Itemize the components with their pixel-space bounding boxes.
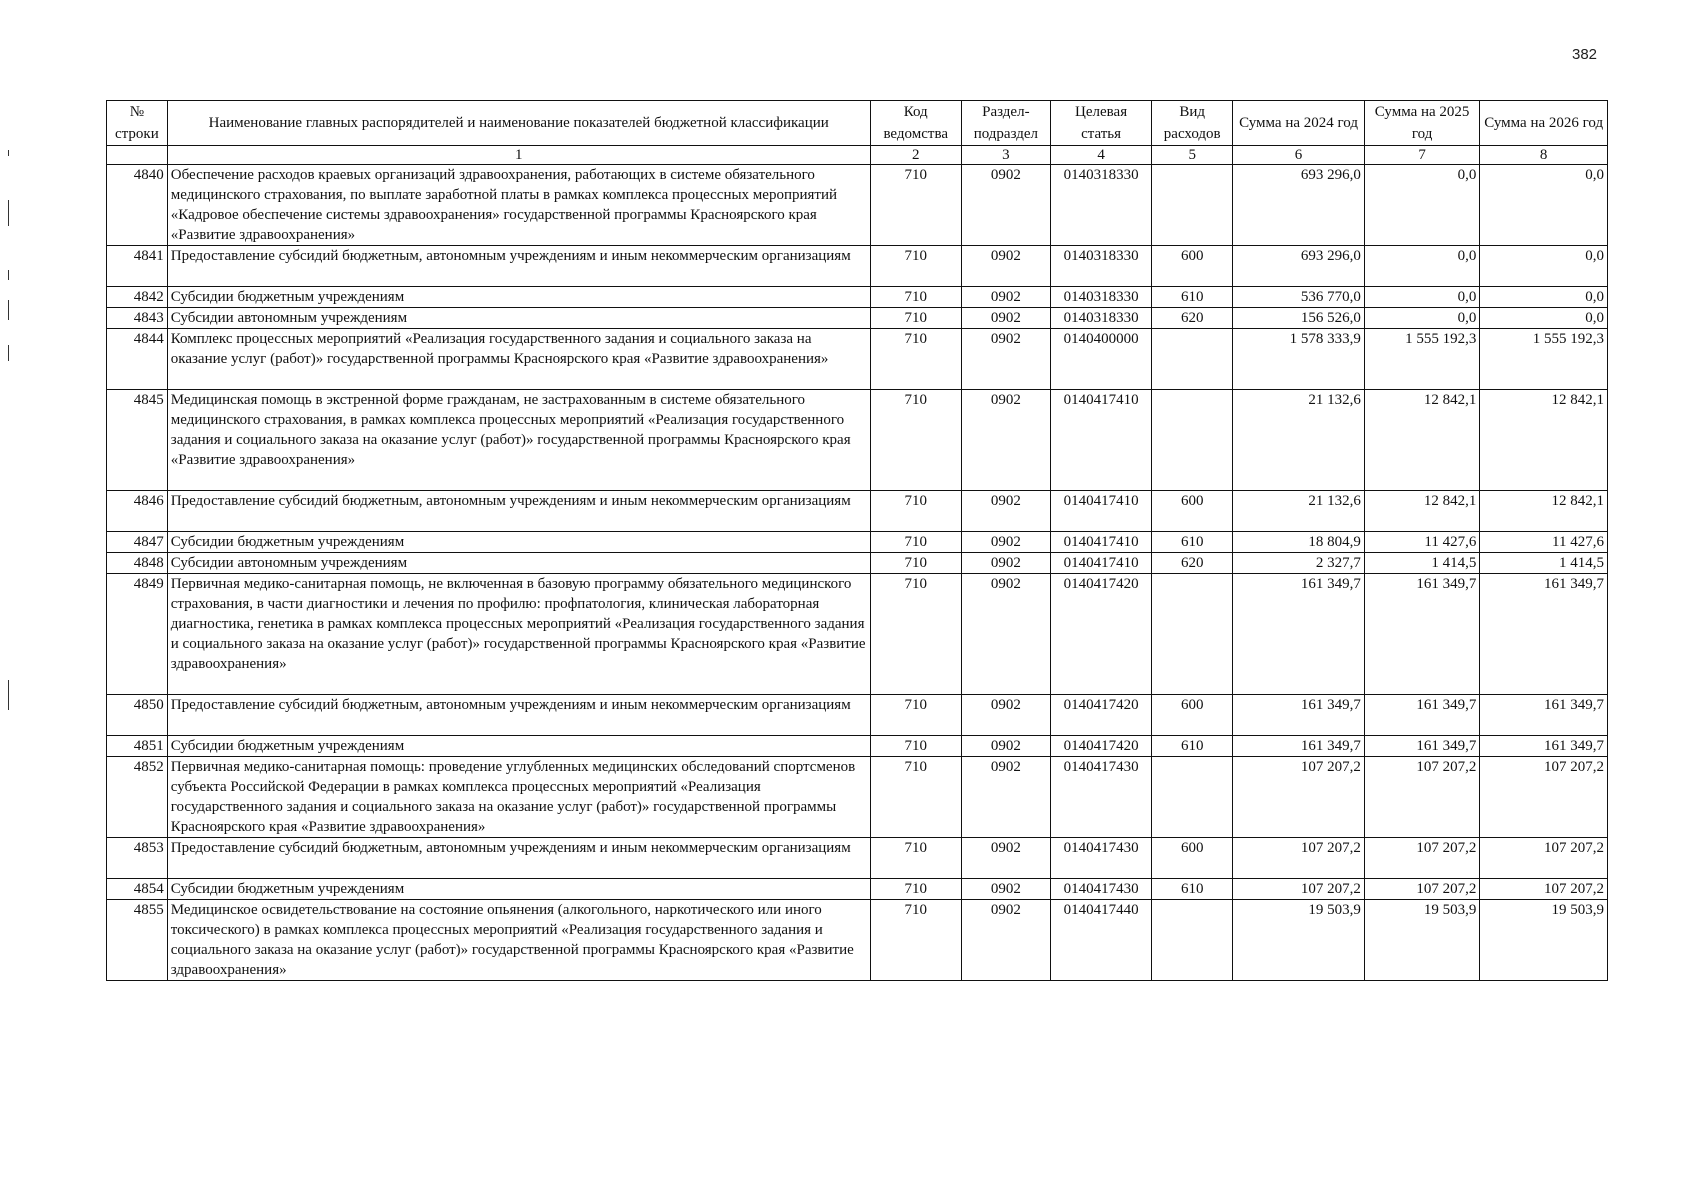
row-number: 4845: [107, 390, 168, 491]
row-name: Комплекс процессных мероприятий «Реализация государственного задания и социального заказа на оказание услуг (работ)» государственной программы Красноярского края «Развитие здравоохранения»: [167, 329, 870, 390]
row-target: 0140417410: [1050, 390, 1151, 491]
row-section: 0902: [961, 165, 1050, 246]
row-dept-code: 710: [870, 532, 961, 553]
row-sum-2024: 19 503,9: [1233, 900, 1365, 981]
row-expense-type: 610: [1152, 287, 1233, 308]
table-row: [107, 165, 1608, 246]
row-number: 4853: [107, 838, 168, 879]
row-expense-type: 600: [1152, 491, 1233, 532]
row-sum-2025: 19 503,9: [1364, 900, 1479, 981]
row-sum-2026: 12 842,1: [1480, 390, 1608, 491]
row-section: 0902: [961, 900, 1050, 981]
row-name: Субсидии бюджетным учреждениям: [167, 879, 870, 900]
page-number: 382: [1572, 46, 1598, 63]
row-number: 4848: [107, 553, 168, 574]
row-expense-type: [1152, 900, 1233, 981]
row-sum-2025: 161 349,7: [1364, 695, 1479, 736]
row-sum-2026: 19 503,9: [1480, 900, 1608, 981]
row-name: Медицинская помощь в экстренной форме гражданам, не застрахованным в системе обязательного медицинского страхования, в рамках комплекса процессных мероприятий «Реализация государственного задания и социального заказа на оказание услуг (работ)» государственной программы Красноярского края «Развитие здравоохранения»: [167, 390, 870, 491]
row-target: 0140318330: [1050, 287, 1151, 308]
row-sum-2025: 161 349,7: [1364, 736, 1479, 757]
row-section: 0902: [961, 491, 1050, 532]
header-sum-2025: Сумма на 2025 год: [1364, 101, 1479, 146]
row-number: 4851: [107, 736, 168, 757]
table-row: [107, 574, 1608, 695]
header-sum-2026: Сумма на 2026 год: [1480, 101, 1608, 146]
row-name: Субсидии бюджетным учреждениям: [167, 736, 870, 757]
row-number: 4855: [107, 900, 168, 981]
row-sum-2024: 107 207,2: [1233, 757, 1365, 838]
table-row: [107, 879, 1608, 900]
row-target: 0140417420: [1050, 695, 1151, 736]
row-sum-2025: 0,0: [1364, 287, 1479, 308]
row-sum-2024: 161 349,7: [1233, 695, 1365, 736]
row-target: 0140318330: [1050, 165, 1151, 246]
row-number: 4847: [107, 532, 168, 553]
row-number: 4840: [107, 165, 168, 246]
header-dept-code: Код ведомства: [870, 101, 961, 146]
row-sum-2025: 107 207,2: [1364, 757, 1479, 838]
header-row-no: № строки: [107, 101, 168, 146]
row-target: 0140417430: [1050, 879, 1151, 900]
row-dept-code: 710: [870, 165, 961, 246]
row-sum-2025: 161 349,7: [1364, 574, 1479, 695]
row-expense-type: 610: [1152, 879, 1233, 900]
column-index-cell: 5: [1152, 146, 1233, 165]
row-number: 4846: [107, 491, 168, 532]
row-section: 0902: [961, 287, 1050, 308]
row-number: 4849: [107, 574, 168, 695]
row-dept-code: 710: [870, 491, 961, 532]
row-expense-type: 620: [1152, 553, 1233, 574]
row-sum-2026: 107 207,2: [1480, 879, 1608, 900]
row-sum-2026: 0,0: [1480, 165, 1608, 246]
column-index-cell: 7: [1364, 146, 1479, 165]
row-sum-2026: 161 349,7: [1480, 695, 1608, 736]
row-target: 0140417410: [1050, 553, 1151, 574]
table-row: [107, 695, 1608, 736]
row-target: 0140417420: [1050, 574, 1151, 695]
row-sum-2025: 1 414,5: [1364, 553, 1479, 574]
row-dept-code: 710: [870, 900, 961, 981]
scan-artifact-line: [8, 150, 9, 156]
row-section: 0902: [961, 329, 1050, 390]
row-section: 0902: [961, 246, 1050, 287]
row-name: Субсидии бюджетным учреждениям: [167, 532, 870, 553]
row-sum-2024: 161 349,7: [1233, 574, 1365, 695]
row-expense-type: [1152, 165, 1233, 246]
row-sum-2024: 1 578 333,9: [1233, 329, 1365, 390]
row-sum-2025: 0,0: [1364, 308, 1479, 329]
row-name: Первичная медико-санитарная помощь: проведение углубленных медицинских обследований спортсменов субъекта Российской Федерации в рамках комплекса процессных мероприятий «Реализация государственного задания и социального заказа на оказание услуг (работ)» государственной программы Красноярского края «Развитие здравоохранения»: [167, 757, 870, 838]
table-row: [107, 736, 1608, 757]
column-index-cell: 8: [1480, 146, 1608, 165]
row-name: Субсидии автономным учреждениям: [167, 308, 870, 329]
row-section: 0902: [961, 838, 1050, 879]
row-dept-code: 710: [870, 287, 961, 308]
column-index-cell: 1: [167, 146, 870, 165]
row-number: 4850: [107, 695, 168, 736]
row-name: Предоставление субсидий бюджетным, автономным учреждениям и иным некоммерческим организациям: [167, 246, 870, 287]
row-sum-2025: 11 427,6: [1364, 532, 1479, 553]
header-name: Наименование главных распорядителей и наименование показателей бюджетной классификации: [167, 101, 870, 146]
row-expense-type: 610: [1152, 736, 1233, 757]
header-section: Раздел-подраздел: [961, 101, 1050, 146]
row-sum-2024: 107 207,2: [1233, 879, 1365, 900]
row-name: Субсидии бюджетным учреждениям: [167, 287, 870, 308]
table-row: [107, 491, 1608, 532]
column-index-cell: [107, 146, 168, 165]
row-expense-type: [1152, 574, 1233, 695]
row-dept-code: 710: [870, 736, 961, 757]
row-sum-2025: 1 555 192,3: [1364, 329, 1479, 390]
table-row: [107, 553, 1608, 574]
row-sum-2026: 107 207,2: [1480, 757, 1608, 838]
row-dept-code: 710: [870, 308, 961, 329]
row-dept-code: 710: [870, 574, 961, 695]
row-sum-2024: 161 349,7: [1233, 736, 1365, 757]
row-section: 0902: [961, 879, 1050, 900]
row-sum-2024: 693 296,0: [1233, 246, 1365, 287]
row-target: 0140318330: [1050, 246, 1151, 287]
row-sum-2026: 1 555 192,3: [1480, 329, 1608, 390]
column-index-cell: 2: [870, 146, 961, 165]
row-expense-type: [1152, 390, 1233, 491]
row-section: 0902: [961, 574, 1050, 695]
row-dept-code: 710: [870, 390, 961, 491]
header-expense-type: Вид расходов: [1152, 101, 1233, 146]
row-dept-code: 710: [870, 329, 961, 390]
row-number: 4841: [107, 246, 168, 287]
row-dept-code: 710: [870, 838, 961, 879]
row-name: Первичная медико-санитарная помощь, не включенная в базовую программу обязательного медицинского страхования, в части диагностики и лечения по профилю: профпатология, клиническая лабораторная диагностика, генетика в рамках комплекса процессных мероприятий «Реализация государственного задания и социального заказа на оказание услуг (работ)» государственной программы Красноярского края «Развитие здравоохранения»: [167, 574, 870, 695]
row-target: 0140318330: [1050, 308, 1151, 329]
table-row: [107, 329, 1608, 390]
row-dept-code: 710: [870, 757, 961, 838]
row-section: 0902: [961, 390, 1050, 491]
row-number: 4843: [107, 308, 168, 329]
column-index-cell: 3: [961, 146, 1050, 165]
row-sum-2025: 0,0: [1364, 165, 1479, 246]
row-number: 4844: [107, 329, 168, 390]
row-dept-code: 710: [870, 879, 961, 900]
budget-table: [106, 100, 1608, 981]
row-sum-2024: 156 526,0: [1233, 308, 1365, 329]
table-row: [107, 532, 1608, 553]
header-sum-2024: Сумма на 2024 год: [1233, 101, 1365, 146]
table-row: [107, 757, 1608, 838]
row-number: 4852: [107, 757, 168, 838]
row-dept-code: 710: [870, 246, 961, 287]
row-target: 0140417410: [1050, 491, 1151, 532]
row-sum-2024: 2 327,7: [1233, 553, 1365, 574]
row-sum-2026: 11 427,6: [1480, 532, 1608, 553]
table-row: [107, 308, 1608, 329]
row-sum-2025: 107 207,2: [1364, 879, 1479, 900]
row-name: Предоставление субсидий бюджетным, автономным учреждениям и иным некоммерческим организациям: [167, 491, 870, 532]
row-expense-type: 620: [1152, 308, 1233, 329]
scan-artifact-line: [8, 680, 9, 710]
table-row: [107, 246, 1608, 287]
row-sum-2026: 107 207,2: [1480, 838, 1608, 879]
table-row: [107, 390, 1608, 491]
row-target: 0140400000: [1050, 329, 1151, 390]
table-row: [107, 287, 1608, 308]
row-sum-2025: 12 842,1: [1364, 491, 1479, 532]
row-dept-code: 710: [870, 553, 961, 574]
row-number: 4854: [107, 879, 168, 900]
column-index-cell: 6: [1233, 146, 1365, 165]
row-section: 0902: [961, 736, 1050, 757]
row-section: 0902: [961, 757, 1050, 838]
row-sum-2026: 161 349,7: [1480, 736, 1608, 757]
row-name: Предоставление субсидий бюджетным, автономным учреждениям и иным некоммерческим организациям: [167, 838, 870, 879]
row-name: Предоставление субсидий бюджетным, автономным учреждениям и иным некоммерческим организациям: [167, 695, 870, 736]
table-header-row: [107, 101, 1608, 146]
scan-artifact-line: [8, 270, 9, 280]
row-expense-type: 600: [1152, 246, 1233, 287]
row-target: 0140417420: [1050, 736, 1151, 757]
row-expense-type: [1152, 329, 1233, 390]
row-sum-2024: 536 770,0: [1233, 287, 1365, 308]
row-section: 0902: [961, 532, 1050, 553]
row-sum-2025: 107 207,2: [1364, 838, 1479, 879]
row-section: 0902: [961, 695, 1050, 736]
row-expense-type: 600: [1152, 838, 1233, 879]
row-sum-2026: 161 349,7: [1480, 574, 1608, 695]
row-sum-2026: 0,0: [1480, 308, 1608, 329]
row-number: 4842: [107, 287, 168, 308]
row-target: 0140417430: [1050, 838, 1151, 879]
row-sum-2026: 1 414,5: [1480, 553, 1608, 574]
row-name: Медицинское освидетельствование на состояние опьянения (алкогольного, наркотического или иного токсического) в рамках комплекса процессных мероприятий «Реализация государственного задания и социального заказа на оказание услуг (работ)» государственной программы Красноярского края «Развитие здравоохранения»: [167, 900, 870, 981]
column-index-cell: 4: [1050, 146, 1151, 165]
row-sum-2024: 21 132,6: [1233, 390, 1365, 491]
row-name: Субсидии автономным учреждениям: [167, 553, 870, 574]
row-target: 0140417430: [1050, 757, 1151, 838]
row-sum-2024: 21 132,6: [1233, 491, 1365, 532]
row-sum-2025: 0,0: [1364, 246, 1479, 287]
row-dept-code: 710: [870, 695, 961, 736]
row-expense-type: [1152, 757, 1233, 838]
row-target: 0140417410: [1050, 532, 1151, 553]
row-sum-2025: 12 842,1: [1364, 390, 1479, 491]
row-sum-2024: 693 296,0: [1233, 165, 1365, 246]
header-target: Целевая статья: [1050, 101, 1151, 146]
table-row: [107, 838, 1608, 879]
column-index-row: [107, 146, 1608, 165]
row-sum-2024: 18 804,9: [1233, 532, 1365, 553]
row-expense-type: 600: [1152, 695, 1233, 736]
row-expense-type: 610: [1152, 532, 1233, 553]
row-section: 0902: [961, 553, 1050, 574]
row-sum-2024: 107 207,2: [1233, 838, 1365, 879]
row-section: 0902: [961, 308, 1050, 329]
scan-artifact-line: [8, 345, 9, 361]
table-row: [107, 900, 1608, 981]
row-name: Обеспечение расходов краевых организаций здравоохранения, работающих в системе обязательного медицинского страхования, по выплате заработной платы в рамках комплекса процессных мероприятий «Кадровое обеспечение системы здравоохранения» государственной программы Красноярского края «Развитие здравоохранения»: [167, 165, 870, 246]
row-target: 0140417440: [1050, 900, 1151, 981]
row-sum-2026: 12 842,1: [1480, 491, 1608, 532]
scan-artifact-line: [8, 300, 9, 320]
row-sum-2026: 0,0: [1480, 246, 1608, 287]
row-sum-2026: 0,0: [1480, 287, 1608, 308]
scan-artifact-line: [8, 200, 9, 226]
